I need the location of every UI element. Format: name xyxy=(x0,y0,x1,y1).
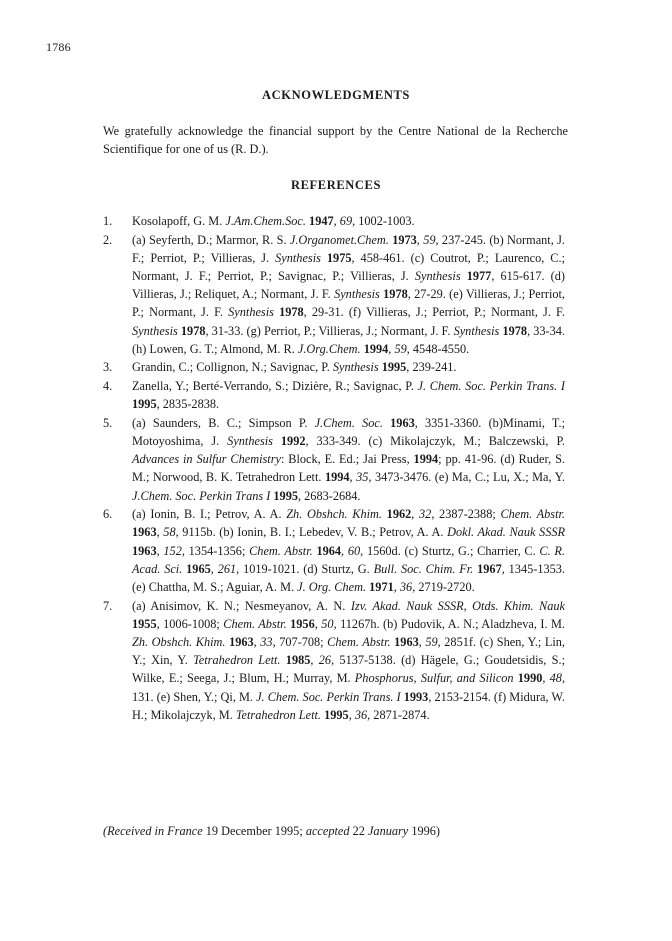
italic-text: 32 xyxy=(419,507,432,522)
text-segment: , xyxy=(156,543,164,558)
references-heading: REFERENCES xyxy=(290,178,382,192)
italic-text: Synthesis xyxy=(414,269,461,283)
bold-text: 1995 xyxy=(273,488,298,503)
italic-text: Chem. Abstr. xyxy=(223,616,287,631)
reference-item xyxy=(103,231,565,358)
acknowledgments-text: We gratefully acknowledge the financial support by the Centre National de la Recherche Scientifique for one of us (R. D.). xyxy=(103,124,568,156)
italic-text: 26 xyxy=(318,653,332,668)
italic-text: Chem. Abstr. xyxy=(249,543,313,558)
bold-text: 1964 xyxy=(316,543,342,558)
text-segment: , 2851f. (c) Shen, Y.; Lin, Y.; Xin, Y. xyxy=(132,635,565,668)
text-segment: , 1019-1021. (d) Sturtz, G. xyxy=(236,561,374,576)
text-segment: , xyxy=(253,635,261,650)
italic-text: Advances in Sulfur Chemistry xyxy=(132,452,281,467)
reference-number: 7. xyxy=(103,598,113,613)
bold-text: 1977 xyxy=(466,269,492,283)
reference-item xyxy=(103,505,565,596)
text-segment: 22 xyxy=(349,824,368,838)
text-segment: 19 December 1995; xyxy=(202,824,306,838)
italic-text: J. Org. Chem. xyxy=(297,580,367,595)
bold-text: 1963 xyxy=(132,525,157,540)
reference-item xyxy=(103,414,565,505)
text-segment: , 9115b. (b) Ionin, B. I.; Lebedev, V. B.; Petrov, A. A. xyxy=(175,525,448,540)
italic-text: Synthesis xyxy=(228,305,274,320)
reference-text xyxy=(132,414,565,505)
italic-text: 152 xyxy=(163,543,182,558)
bold-text: 1978 xyxy=(383,287,408,302)
text-segment: , 1354-1356; xyxy=(181,543,250,558)
text-segment: , xyxy=(349,470,357,485)
italic-text: Synthesis xyxy=(227,434,273,448)
bold-text: 1967 xyxy=(477,561,502,576)
italic-text: Bull. Soc. Chim. Fr. xyxy=(373,561,474,576)
text-segment: , 2719-2720. xyxy=(412,580,475,595)
reference-item xyxy=(103,358,565,376)
text-segment: , 2835-2838. xyxy=(156,397,220,412)
text-segment: , 5137-5138. (d) Hägele, G.; Goudetsidis, S.; Wilke, E.; Seega, J.; Blum, H.; Murray, M. xyxy=(132,653,565,686)
italic-text: J.Chem. Soc. Perkin Trans I xyxy=(132,488,271,503)
text-segment: (a) Ionin, B. I.; Petrov, A. A. xyxy=(132,507,287,522)
italic-text: Synthesis xyxy=(132,323,178,338)
text-segment: , 3473-3476. (e) Ma, C.; Lu, X.; Ma, Y. xyxy=(368,470,565,485)
text-segment: , 707-708; xyxy=(272,635,328,650)
reference-number: 4. xyxy=(103,379,113,393)
italic-text: 36 xyxy=(354,707,368,722)
italic-text: J.Organomet.Chem. xyxy=(289,232,389,247)
bold-text: 1956 xyxy=(290,616,315,631)
bold-text: 1963 xyxy=(394,635,419,650)
text-segment: , 333-349. (c) Mikolajczyk, M.; Balczewski, P. xyxy=(305,434,565,448)
page-number: 1786 xyxy=(46,40,71,54)
italic-text: C. R. Acad. Sci. xyxy=(132,543,566,576)
text-segment: 1996) xyxy=(408,824,441,838)
text-segment: , 1006-1008; xyxy=(156,616,224,631)
references-list xyxy=(103,212,565,724)
italic-text: Synthesis xyxy=(332,360,379,375)
bold-text: 1947 xyxy=(309,214,334,228)
bold-text: 1993 xyxy=(403,689,429,704)
italic-text: Phosphorus, Sulfur, and Silicon xyxy=(354,671,514,686)
text-segment: , xyxy=(416,232,424,247)
reference-item xyxy=(103,597,565,724)
italic-text: 48 xyxy=(549,671,562,686)
bold-text: 1990 xyxy=(517,671,543,686)
bold-text: 1963 xyxy=(229,635,254,650)
received-note xyxy=(103,824,440,839)
italic-text: (Received in France xyxy=(103,824,203,838)
italic-text: 60 xyxy=(347,543,361,558)
bold-text: 1994 xyxy=(413,452,439,467)
text-segment: , 2871-2874. xyxy=(367,707,430,722)
bold-text: 1994 xyxy=(363,341,389,356)
reference-text xyxy=(132,597,565,724)
italic-text: January xyxy=(367,824,409,838)
text-segment: , xyxy=(388,341,395,356)
reference-text xyxy=(132,231,565,358)
text-segment: Grandin, C.; Collignon, N.; Savignac, P. xyxy=(132,360,333,375)
bold-text: 1978 xyxy=(180,323,206,338)
text-segment: , xyxy=(348,707,355,722)
text-segment: , xyxy=(314,616,322,631)
italic-text: Zh. Obshch. Khim. xyxy=(286,507,382,522)
acknowledgments-heading: ACKNOWLEDGMENTS xyxy=(262,88,410,102)
text-segment: , xyxy=(210,561,218,576)
text-segment: , 11267h. (b) Pudovik, A. N.; Aladzheva, I. M. xyxy=(333,616,566,631)
text-segment: , 3351-3360. (b)Minami, T.; Motoyoshima, J. xyxy=(132,415,565,448)
italic-text: 261 xyxy=(217,561,237,576)
bold-text: 1995 xyxy=(324,707,349,722)
text-segment: Kosolapoff, G. M. xyxy=(132,214,226,228)
text-segment: , xyxy=(310,653,319,668)
text-segment: : Block, E. Ed.; Jai Press, xyxy=(280,452,414,467)
text-segment: , xyxy=(341,543,348,558)
italic-text: Synthesis xyxy=(334,287,380,302)
reference-text xyxy=(132,212,565,230)
italic-text: Tetrahedron Lett. xyxy=(235,707,322,722)
text-segment: , xyxy=(393,580,400,595)
bold-text: 1985 xyxy=(285,653,311,668)
bold-text: 1995 xyxy=(381,360,407,375)
text-segment: Zanella, Y.; Berté-Verrando, S.; Dizière, R.; Savignac, P. xyxy=(132,379,418,393)
text-segment: (a) Anisimov, K. N.; Nesmeyanov, A. N. xyxy=(132,598,351,613)
text-segment: , 29-31. (f) Villieras, J.; Perriot, P.; Normant, J. F. xyxy=(303,305,565,320)
bold-text: 1978 xyxy=(279,305,304,320)
reference-item xyxy=(103,212,565,230)
italic-text: Synthesis xyxy=(275,250,321,265)
reference-number: 1. xyxy=(103,214,113,228)
text-segment: , 33-34. (h) Lowen, G. T.; Almond, M. R. xyxy=(132,323,566,356)
italic-text: Izv. Akad. Nauk SSSR, Otds. Khim. Nauk xyxy=(350,598,565,613)
reference-text xyxy=(132,377,565,413)
text-segment: , 1345-1353. (e) Chattha, M. S.; Aguiar, A. M. xyxy=(132,561,566,595)
bold-text: 1955 xyxy=(132,616,157,631)
text-segment: , xyxy=(333,214,340,228)
text-segment: , 27-29. (e) Villieras, J.; Perriot, P.; Normant, J. F. xyxy=(132,287,565,320)
reference-number: 3. xyxy=(103,360,113,375)
reference-text xyxy=(132,358,565,376)
bold-text: 1971 xyxy=(369,580,394,595)
bold-text: 1994 xyxy=(324,470,350,485)
bold-text: 1995 xyxy=(132,397,157,412)
text-segment: (a) Seyferth, D.; Marmor, R. S. xyxy=(132,232,290,247)
italic-text: 35 xyxy=(356,470,369,485)
reference-item xyxy=(103,377,565,413)
bold-text: 1973 xyxy=(392,232,417,247)
italic-text: 58 xyxy=(163,525,176,540)
bold-text: 1962 xyxy=(386,507,412,522)
italic-text: Dokl. Akad. Nauk SSSR xyxy=(447,525,566,540)
italic-text: J. Chem. Soc. Perkin Trans. I xyxy=(256,689,401,704)
italic-text: 59 xyxy=(394,341,407,356)
bold-text: 1975 xyxy=(326,250,352,265)
italic-text: Chem. Abstr. xyxy=(500,507,566,522)
italic-text: 59 xyxy=(425,635,438,650)
reference-text xyxy=(132,505,565,596)
bold-text: 1965 xyxy=(186,561,211,576)
text-segment: , xyxy=(418,635,426,650)
italic-text: 36 xyxy=(399,580,413,595)
text-segment: , 2387-2388; xyxy=(431,507,501,522)
italic-text: 50 xyxy=(321,616,334,631)
italic-text: J.Am.Chem.Soc. xyxy=(225,214,306,228)
reference-number: 6. xyxy=(103,507,113,522)
text-segment: , 458-461. (c) Coutrot, P.; Laurenco, C.; Normant, J. F.; Perriot, P.; Savignac, P.; Villieras, J. xyxy=(132,250,566,283)
italic-text: 33 xyxy=(260,635,273,650)
reference-number: 5. xyxy=(103,415,113,430)
bold-text: 1963 xyxy=(132,543,157,558)
italic-text: Tetrahedron Lett. xyxy=(193,653,281,668)
text-segment: , 2153-2154. (f) Midura, W. H.; Mikolajczyk, M. xyxy=(132,689,565,722)
text-segment: , 31-33. (g) Perriot, P.; Villieras, J.; Normant, J. F. xyxy=(205,323,454,338)
text-segment: , 615-617. (d) Villieras, J.; Reliquet, A.; Normant, J. F. xyxy=(132,269,565,302)
text-segment: , xyxy=(542,671,550,686)
text-segment: ; pp. 41-96. (d) Ruder, S. M.; Norwood, B. K. Tetrahedron Lett. xyxy=(132,452,565,485)
text-segment: , 131. (e) Shen, Y.; Qi, M. xyxy=(132,671,566,704)
text-segment: , 239-241. xyxy=(406,360,457,375)
text-segment: , 1002-1003. xyxy=(352,214,415,228)
italic-text: 59 xyxy=(423,232,436,247)
italic-text: J.Chem. Soc. xyxy=(314,415,383,430)
text-segment xyxy=(273,434,281,448)
bold-text: 1963 xyxy=(390,415,415,430)
reference-number: 2. xyxy=(103,232,113,247)
italic-text: accepted xyxy=(305,824,350,838)
text-segment: , xyxy=(156,525,164,540)
text-segment: , 237-245. (b) Normant, J. F.; Perriot, P.; Villieras, J. xyxy=(132,232,565,265)
bold-text: 1992 xyxy=(280,434,306,448)
text-segment: , xyxy=(411,507,420,522)
italic-text: J. Chem. Soc. Perkin Trans. I xyxy=(417,379,565,393)
bold-text: 1978 xyxy=(502,323,528,338)
text-segment: , 1560d. (c) Sturtz, G.; Charrier, C. xyxy=(360,543,540,558)
italic-text: Chem. Abstr. xyxy=(327,635,391,650)
italic-text: Zh. Obshch. Khim. xyxy=(132,635,226,650)
text-segment: (a) Saunders, B. C.; Simpson P. xyxy=(132,415,315,430)
text-segment: , 2683-2684. xyxy=(298,488,361,503)
text-segment: , 4548-4550. xyxy=(406,341,470,356)
italic-text: J.Org.Chem. xyxy=(297,341,361,356)
italic-text: Synthesis xyxy=(453,323,500,338)
italic-text: 69 xyxy=(339,214,353,228)
